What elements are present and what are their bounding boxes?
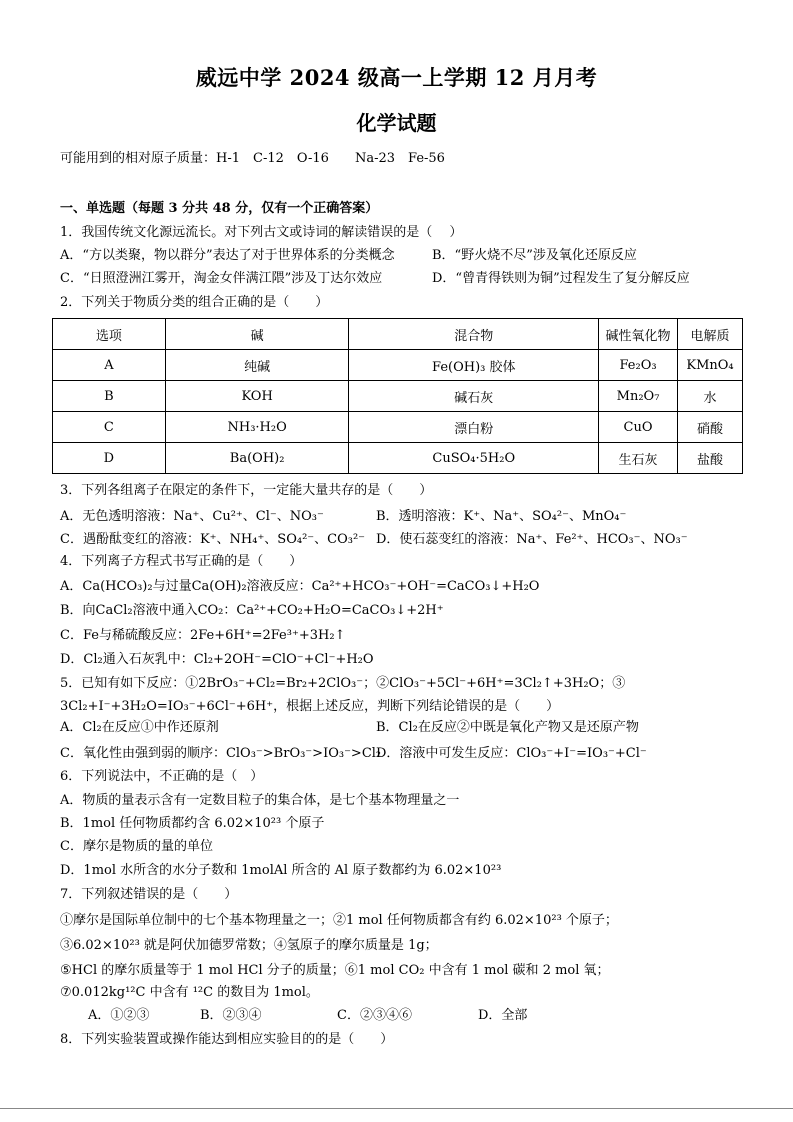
table-cell: 硝酸 — [678, 412, 743, 443]
table-row — [53, 443, 743, 474]
exam-subtitle: 化学试题 — [356, 111, 437, 135]
table-header-cell: 电解质 — [678, 319, 743, 350]
q4-option-c: C．Fe与稀硫酸反应：2Fe+6H⁺=2Fe³⁺+3H₂↑ — [60, 628, 346, 643]
q3-option-b: B．透明溶液：K⁺、Na⁺、SO₄²⁻、MnO₄⁻ — [376, 509, 627, 524]
q7-statement-1: ①摩尔是国际单位制中的七个基本物理量之一；②1 mol 任何物质都含有约 6.02×10²³ 个原子； — [60, 913, 618, 928]
q4-option-d: D．Cl₂通入石灰乳中：Cl₂+2OH⁻=ClO⁻+Cl⁻+H₂O — [60, 652, 374, 667]
atomic-masses: 可能用到的相对原子质量：H-1 C-12 O-16 Na-23 Fe-56 — [60, 151, 445, 166]
exam-title: 威远中学 2024 级高一上学期 12 月月考 — [195, 65, 598, 90]
q6-option-c: C．摩尔是物质的量的单位 — [60, 839, 213, 854]
q2-stem: 2．下列关于物质分类的组合正确的是（ ） — [60, 295, 329, 310]
table-cell: D — [53, 443, 166, 474]
q5-option-c: C．氧化性由强到弱的顺序：ClO₃⁻>BrO₃⁻>IO₃⁻>Cl₂ — [60, 746, 382, 761]
q6-option-a: A．物质的量表示含有一定数目粒子的集合体，是七个基本物理量之一 — [60, 793, 460, 808]
table-cell: B — [53, 381, 166, 412]
table-cell: 碱石灰 — [349, 381, 599, 412]
q5-stem-line1: 5．已知有如下反应：①2BrO₃⁻+Cl₂=Br₂+2ClO₃⁻；②ClO₃⁻+5Cl⁻+6H⁺=3Cl₂↑+3H₂O；③ — [60, 676, 626, 691]
q5-option-a: A．Cl₂在反应①中作还原剂 — [60, 720, 219, 735]
table-header-cell: 碱性氧化物 — [599, 319, 678, 350]
table-cell: 生石灰 — [599, 443, 678, 474]
q2-table — [52, 318, 743, 474]
q7-statement-3: ⑤HCl 的摩尔质量等于 1 mol HCl 分子的质量；⑥1 mol CO₂ 中含有 1 mol 碳和 2 mol 氧； — [60, 963, 610, 978]
q8-stem: 8．下列实验装置或操作能达到相应实验目的的是（ ） — [60, 1032, 394, 1047]
q1-option-d: D．“曾青得铁则为铜”过程发生了复分解反应 — [432, 271, 690, 286]
q7-statement-2: ③6.02×10²³ 就是阿伏加德罗常数；④氢原子的摩尔质量是 1g； — [60, 938, 438, 953]
table-cell: A — [53, 350, 166, 381]
table-row — [53, 412, 743, 443]
table-row — [53, 381, 743, 412]
q3-stem: 3．下列各组离子在限定的条件下，一定能大量共存的是（ ） — [60, 483, 433, 498]
q4-option-b: B．向CaCl₂溶液中通入CO₂：Ca²⁺+CO₂+H₂O=CaCO₃↓+2H⁺ — [60, 603, 444, 618]
table-cell: C — [53, 412, 166, 443]
table-cell: 盐酸 — [678, 443, 743, 474]
q5-stem-line2: 3Cl₂+I⁻+3H₂O=IO₃⁻+6Cl⁻+6H⁺，根据上述反应，判断下列结论错误的是（ ） — [60, 699, 560, 714]
q7-option-b: B．②③④ — [200, 1008, 262, 1023]
q4-stem: 4．下列离子方程式书写正确的是（ ） — [60, 554, 303, 569]
table-cell: KMnO₄ — [678, 350, 743, 381]
q1-option-b: B．“野火烧不尽”涉及氧化还原反应 — [432, 248, 637, 263]
q7-option-d: D．全部 — [478, 1008, 528, 1023]
q1-stem: 1．我国传统文化源远流长。对下列古文或诗词的解读错误的是（ ） — [60, 225, 463, 240]
q4-option-a: A．Ca(HCO₃)₂与过量Ca(OH)₂溶液反应：Ca²⁺+HCO₃⁻+OH⁻=CaCO₃↓+H₂O — [60, 579, 540, 594]
q7-stem: 7．下列叙述错误的是（ ） — [60, 887, 238, 902]
table-header-cell: 选项 — [53, 319, 166, 350]
q3-option-a: A．无色透明溶液：Na⁺、Cu²⁺、Cl⁻、NO₃⁻ — [60, 509, 324, 524]
table-cell: CuO — [599, 412, 678, 443]
q6-option-d: D．1mol 水所含的水分子数和 1molAl 所含的 Al 原子数都约为 6.02×10²³ — [60, 863, 502, 878]
table-header-row — [53, 319, 743, 350]
q7-option-c: C．②③④⑥ — [337, 1008, 412, 1023]
q5-option-b: B．Cl₂在反应②中既是氧化产物又是还原产物 — [376, 720, 639, 735]
table-cell: Fe(OH)₃ 胶体 — [349, 350, 599, 381]
table-cell: 纯碱 — [165, 350, 349, 381]
table-cell: NH₃·H₂O — [165, 412, 349, 443]
q6-stem: 6．下列说法中，不正确的是（ ） — [60, 769, 264, 784]
section-heading: 一、单选题（每题 3 分共 48 分，仅有一个正确答案） — [60, 201, 379, 216]
table-header-cell: 混合物 — [349, 319, 599, 350]
table-cell: 水 — [678, 381, 743, 412]
q3-option-c: C．遇酚酞变红的溶液：K⁺、NH₄⁺、SO₄²⁻、CO₃²⁻ — [60, 532, 366, 547]
table-cell: 漂白粉 — [349, 412, 599, 443]
q1-option-a: A．“方以类聚，物以群分”表达了对于世界体系的分类概念 — [60, 248, 395, 263]
table-header-cell: 碱 — [165, 319, 349, 350]
q3-option-d: D．使石蕊变红的溶液：Na⁺、Fe²⁺、HCO₃⁻、NO₃⁻ — [376, 532, 688, 547]
q6-option-b: B．1mol 任何物质都约含 6.02×10²³ 个原子 — [60, 816, 325, 831]
q1-option-c: C．“日照澄洲江雾开，淘金女伴满江隈”涉及丁达尔效应 — [60, 271, 383, 286]
page-bottom-rule — [0, 1108, 793, 1109]
table-cell: CuSO₄·5H₂O — [349, 443, 599, 474]
q7-option-a: A．①②③ — [88, 1008, 150, 1023]
q5-option-d: D．溶液中可发生反应：ClO₃⁻+I⁻=IO₃⁻+Cl⁻ — [376, 746, 647, 761]
table-cell: Mn₂O₇ — [599, 381, 678, 412]
table-cell: KOH — [165, 381, 349, 412]
table-cell: Fe₂O₃ — [599, 350, 678, 381]
table-cell: Ba(OH)₂ — [165, 443, 349, 474]
table-row — [53, 350, 743, 381]
q7-statement-4: ⑦0.012kg¹²C 中含有 ¹²C 的数目为 1mol。 — [60, 985, 319, 1000]
